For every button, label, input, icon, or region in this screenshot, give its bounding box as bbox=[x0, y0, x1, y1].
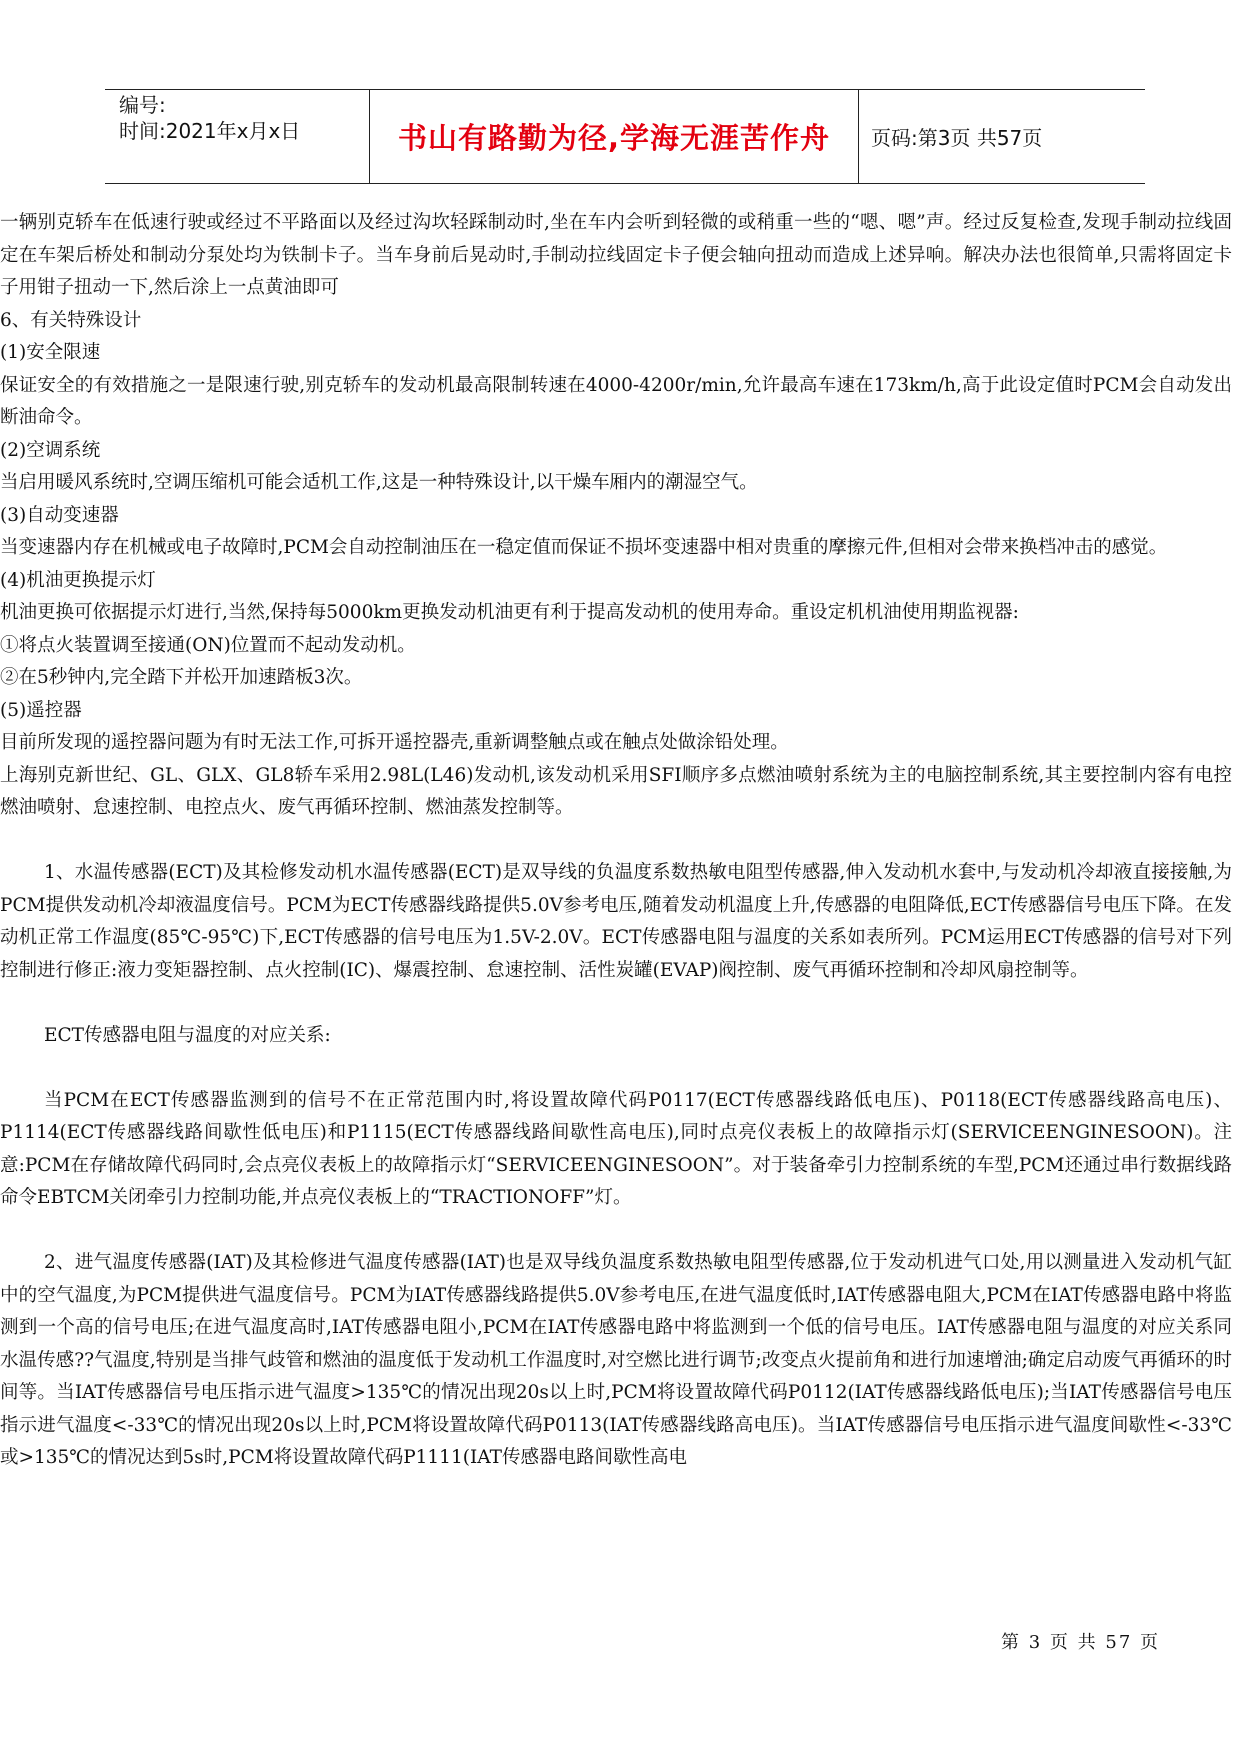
header-page-number: 页码:第3页 共57页 bbox=[871, 126, 1043, 150]
paragraph: 1、水温传感器(ECT)及其检修发动机水温传感器(ECT)是双导线的负温度系数热敏电阻型传感器,伸入发动机水套中,与发动机冷却液直接接触,为PCM提供发动机冷却液温度信号。PCM为ECT传感器线路提供5.0V参考电压,随着发动机温度上升,传感器的电阻降低,ECT传感器信号电压下降。在发动机正常工作温度(85℃-95℃)下,ECT传感器的信号电压为1.5V-2.0V。ECT传感器电阻与温度的关系如表所列。PCM运用ECT传感器的信号对下列控制进行修正:液力变矩器控制、点火控制(IC)、爆震控制、怠速控制、活性炭罐(EVAP)阀控制、废气再循环控制和冷却风扇控制等。 bbox=[0, 862, 1232, 981]
paragraph: ECT传感器电阻与温度的对应关系: bbox=[44, 1024, 331, 1046]
paragraph: 机油更换可依据提示灯进行,当然,保持每5000km更换发动机油更有利于提高发动机的使用寿命。重设定机机油使用期监视器: bbox=[0, 602, 1019, 623]
list-item: ①将点火装置调至接通(ON)位置而不起动发动机。 bbox=[0, 634, 416, 656]
document-number-label: 编号: bbox=[119, 93, 166, 117]
footer-page-number: 第 3 页 共 57 页 bbox=[1001, 1632, 1160, 1653]
subsection-heading: (4)机油更换提示灯 bbox=[0, 569, 156, 591]
header-motto: 书山有路勤为径,学海无涯苦作舟 bbox=[369, 90, 859, 183]
spacer bbox=[0, 1215, 1232, 1248]
subsection-heading: (2)空调系统 bbox=[0, 439, 101, 461]
subsection-heading: (5)遥控器 bbox=[0, 699, 82, 721]
section-heading: 6、有关特殊设计 bbox=[0, 309, 142, 331]
subsection-heading: (1)安全限速 bbox=[0, 342, 101, 363]
document-time-label: 时间:2021年x月x日 bbox=[119, 119, 301, 143]
spacer bbox=[0, 987, 1232, 1020]
header-info-cell bbox=[105, 90, 369, 183]
spacer bbox=[0, 825, 1232, 858]
spacer bbox=[0, 1052, 1232, 1085]
paragraph: 2、进气温度传感器(IAT)及其检修进气温度传感器(IAT)也是双导线负温度系数热敏电阻型传感器,位于发动机进气口处,用以测量进入发动机气缸中的空气温度,为PCM提供进气温度信号。PCM为IAT传感器线路提供5.0V参考电压,在进气温度低时,IAT传感器电阻大,PCM在IAT传感器电路中将监测到一个高的信号电压;在进气温度高时,IAT传感器电阻小,PCM在IAT传感器电路中将监测到一个低的信号电压。IAT传感器电阻与温度的对应关系同水温传感??气温度,特别是当排气歧管和燃油的温度低于发动机工作温度时,对空燃比进行调节;改变点火提前角和进行加速增油;确定启动废气再循环的时间等。当IAT传感器信号电压指示进气温度>135℃的情况出现20s以上时,PCM将设置故障代码P0112(IAT传感器线路低电压);当IAT传感器信号电压指示进气温度<-33℃的情况出现20s以上时,PCM将设置故障代码P0113(IAT传感器线路高电压)。当IAT传感器信号电压指示进气温度间歇性<-33℃或>135℃的情况达到5s时,PCM将设置故障代码P1111(IAT传感器电路间歇性高电 bbox=[0, 1252, 1232, 1468]
paragraph: 当PCM在ECT传感器监测到的信号不在正常范围内时,将设置故障代码P0117(ECT传感器线路低电压)、P0118(ECT传感器线路高电压)、P1114(ECT传感器线路间歇性低电压)和P1115(ECT传感器线路间歇性高电压),同时点亮仪表板上的故障指示灯(SERVICEENGINESOON)。注意:PCM在存储故障代码同时,会点亮仪表板上的故障指示灯“SERVICEENGINESOON”。对于装备牵引力控制系统的车型,PCM还通过串行数据线路命令EBTCM关闭牵引力控制功能,并点亮仪表板上的“TRACTIONOFF”灯。 bbox=[0, 1089, 1232, 1208]
subsection-heading: (3)自动变速器 bbox=[0, 504, 119, 526]
header-table bbox=[105, 89, 1145, 184]
document-body bbox=[0, 207, 1232, 1475]
paragraph: 保证安全的有效措施之一是限速行驶,别克轿车的发动机最高限制转速在4000-4200r/min,允许最高车速在173km/h,高于此设定值时PCM会自动发出断油命令。 bbox=[0, 374, 1232, 428]
list-item: ②在5秒钟内,完全踏下并松开加速踏板3次。 bbox=[0, 667, 363, 688]
paragraph: 当变速器内存在机械或电子故障时,PCM会自动控制油压在一稳定值而保证不损坏变速器中相对贵重的摩擦元件,但相对会带来换档冲击的感觉。 bbox=[0, 537, 1168, 558]
paragraph: 当启用暖风系统时,空调压缩机可能会适机工作,这是一种特殊设计,以干燥车厢内的潮湿空气。 bbox=[0, 472, 758, 493]
paragraph: 一辆别克轿车在低速行驶或经过不平路面以及经过沟坎轻踩制动时,坐在车内会听到轻微的或稍重一些的“嗯、嗯”声。经过反复检查,发现手制动拉线固定在车架后桥处和制动分泵处均为铁制卡子。当车身前后晃动时,手制动拉线固定卡子便会轴向扭动而造成上述异响。解决办法也很简单,只需将固定卡子用钳子扭动一下,然后涂上一点黄油即可 bbox=[0, 212, 1232, 298]
paragraph: 上海别克新世纪、GL、GLX、GL8轿车采用2.98L(L46)发动机,该发动机采用SFI顺序多点燃油喷射系统为主的电脑控制系统,其主要控制内容有电控燃油喷射、怠速控制、电控点火、废气再循环控制、燃油蒸发控制等。 bbox=[0, 764, 1232, 818]
paragraph: 目前所发现的遥控器问题为有时无法工作,可拆开遥控器壳,重新调整触点或在触点处做涂铅处理。 bbox=[0, 732, 789, 753]
